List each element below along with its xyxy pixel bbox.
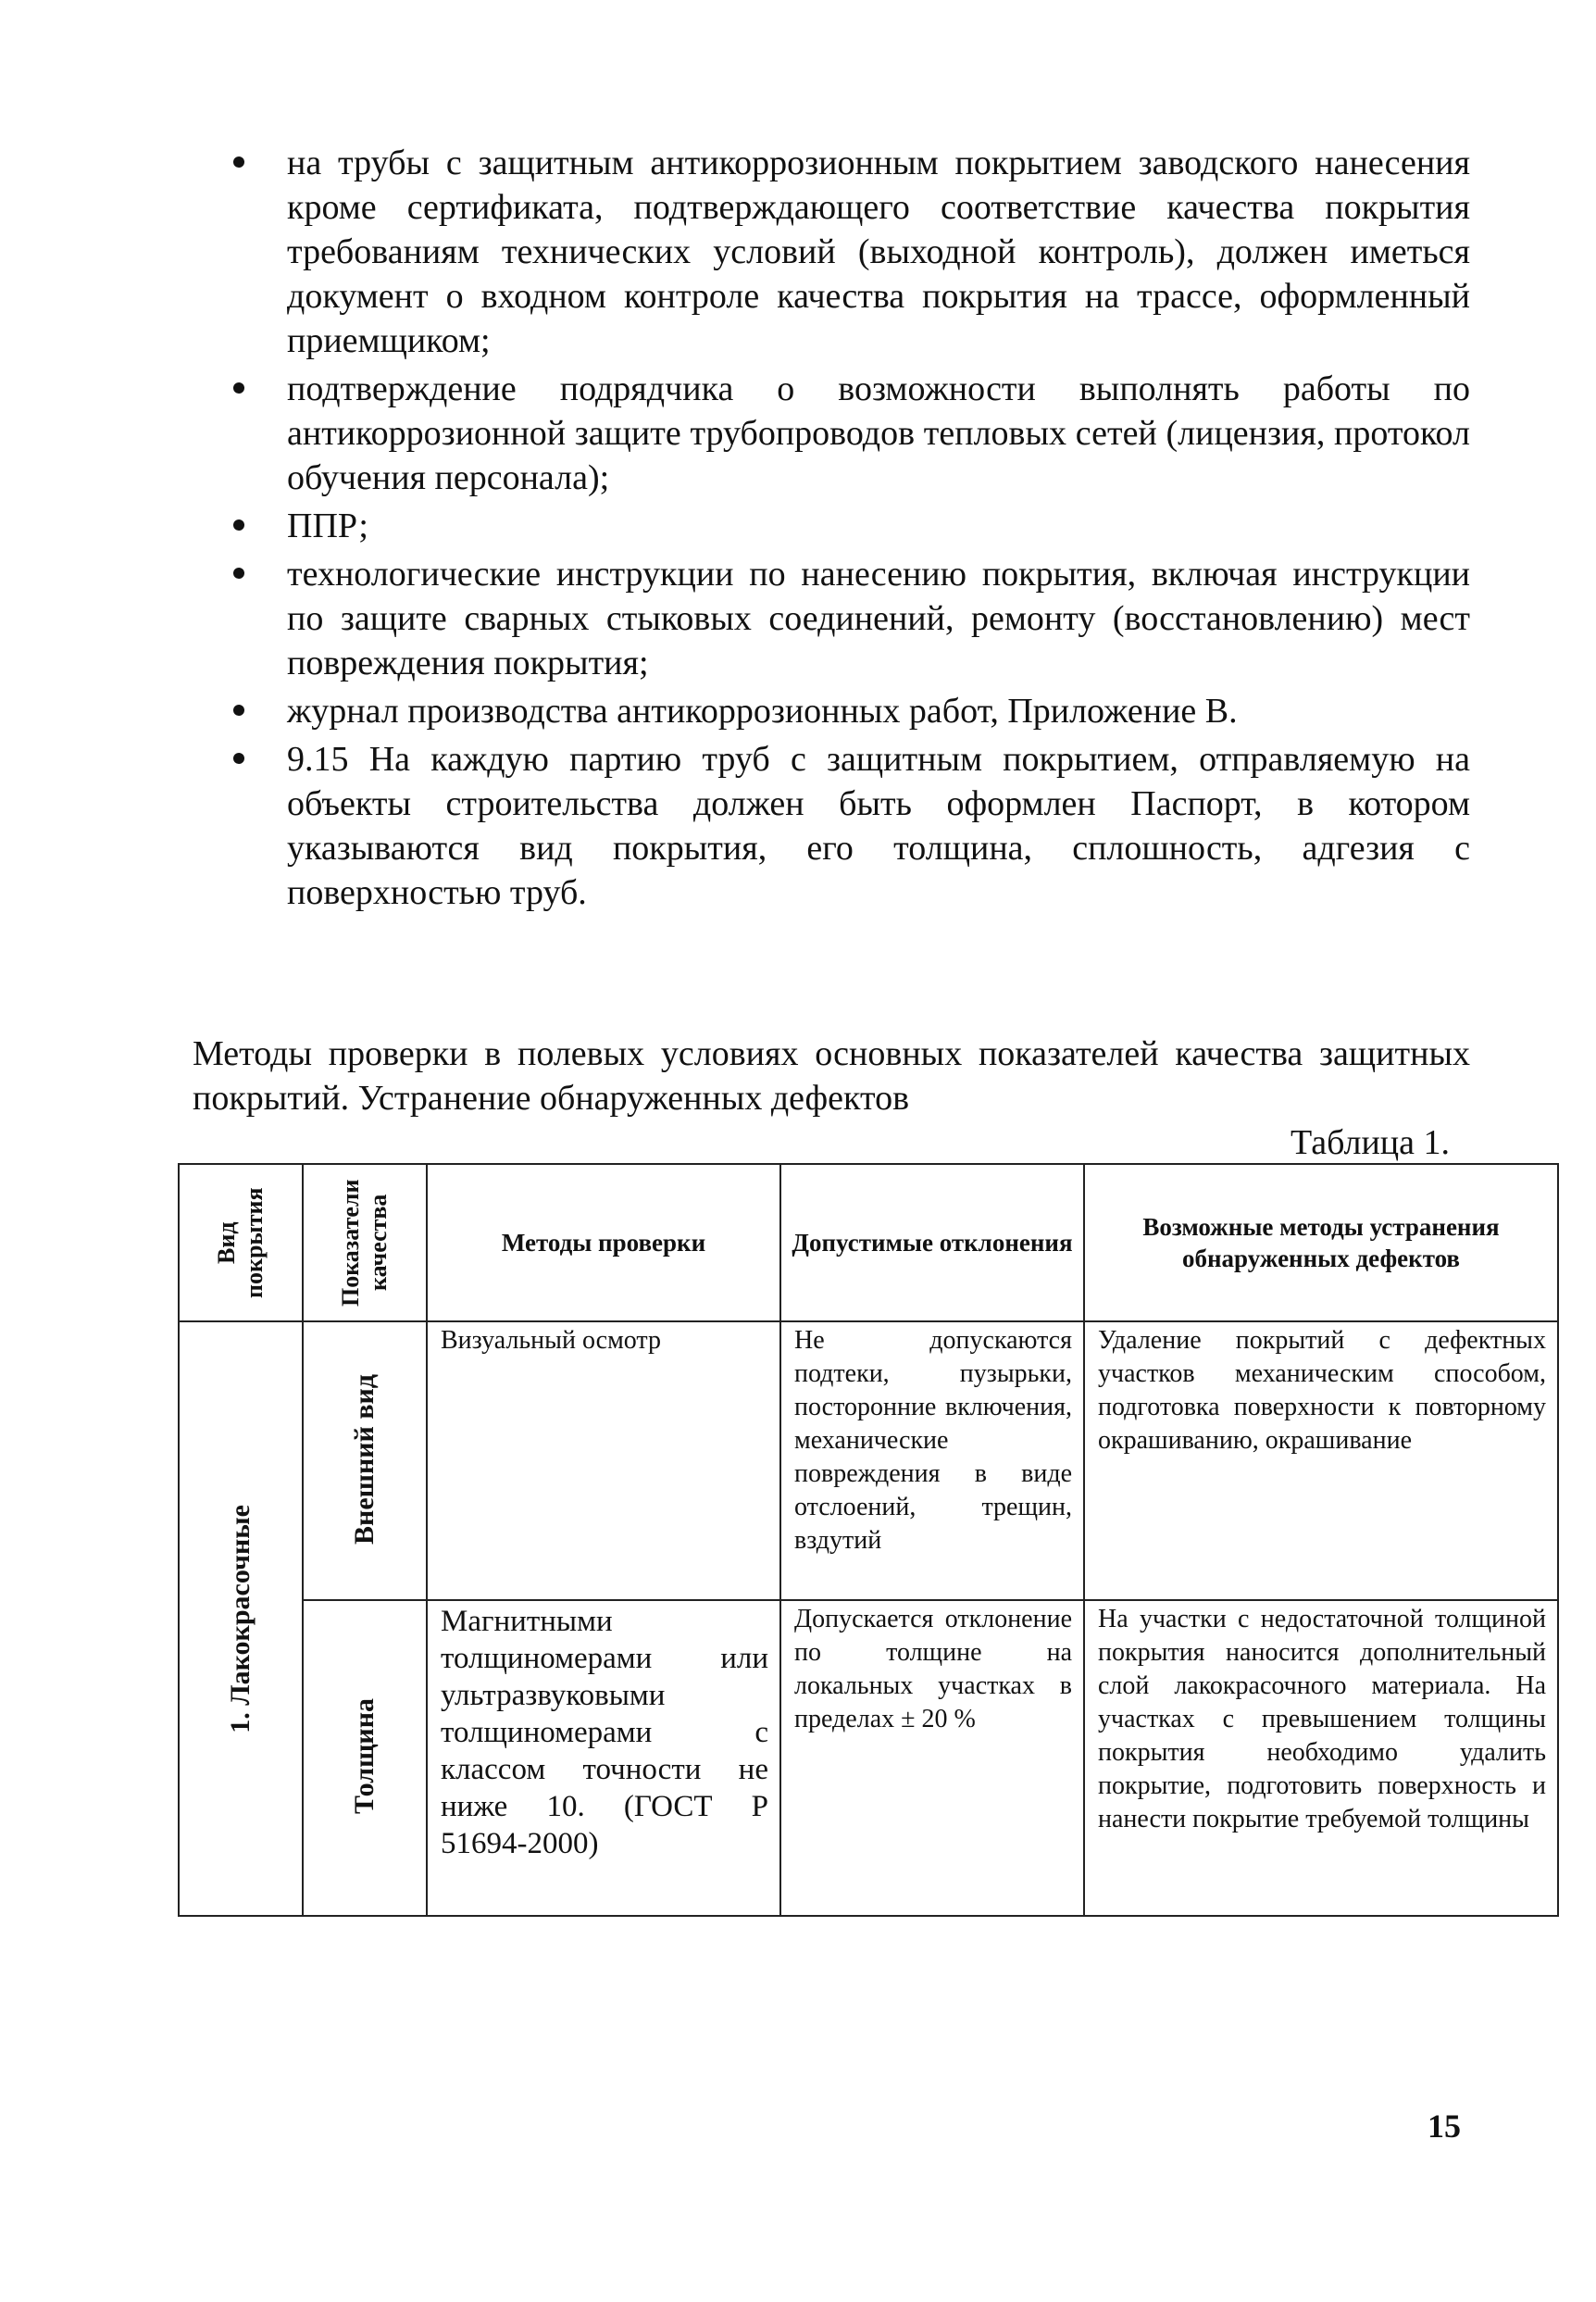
header-deviations: Допустимые отклонения: [780, 1164, 1084, 1321]
remedy-cell: Удаление покрытий с дефектных участков механическим способом, подготовка поверхности к повторному окрашиванию, окрашивание: [1084, 1321, 1558, 1600]
deviation-cell: Допускается отклонение по толщине на локальных участках в пределах ± 20 %: [780, 1600, 1084, 1916]
coating-group-cell: 1. Лакокрасочные: [179, 1321, 303, 1916]
list-item: 9.15 На каждую партию труб с защитным покрытием, отправляемую на объекты строительства должен быть оформлен Паспорт, в котором указываются вид покрытия, его толщина, сплошность, адгезия с поверхностью труб.: [228, 737, 1470, 915]
bullet-icon: [233, 519, 244, 531]
bullet-icon: [233, 705, 244, 716]
requirements-list: [228, 141, 1470, 915]
table-row: [179, 1600, 1558, 1916]
list-item: ППР;: [228, 504, 1470, 548]
remedy-cell: На участки с недостаточной толщиной покрытия наносится дополнительный слой лакокрасочного материала. На участках с превышением толщины покрытия необходимо удалить покрытие, подготовить поверхность и нанести покрытие требуемой толщины: [1084, 1600, 1558, 1916]
list-item: технологические инструкции по нанесению покрытия, включая инструкции по защите сварных стыковых соединений, ремонту (восстановлению) мест повреждения покрытия;: [228, 552, 1470, 685]
header-methods: Методы проверки: [427, 1164, 780, 1321]
table-row: [179, 1321, 1558, 1600]
bullet-icon: [233, 382, 244, 394]
quality-methods-table: [178, 1163, 1559, 1917]
list-item: на трубы с защитным антикоррозионным покрытием заводского нанесения кроме сертификата, подтверждающего соответствие качества покрытия требованиям технических условий (выходной контроль), должен иметься документ о входном контроле качества покрытия на трассе, оформленный приемщиком;: [228, 141, 1470, 363]
deviation-cell: Не допускаются подтеки, пузырьки, посторонние включения, механические повреждения в виде отслоений, трещин, вздутий: [780, 1321, 1084, 1600]
indicator-cell: Толщина: [303, 1600, 427, 1916]
method-cell: Визуальный осмотр: [427, 1321, 780, 1600]
indicator-cell: Внешний вид: [303, 1321, 427, 1600]
page-number: 15: [1428, 2108, 1461, 2145]
bullet-icon: [233, 753, 244, 764]
method-cell: Магнитными толщиномерами или ультразвуковыми толщиномерами с классом точности не ниже 10. (ГОСТ Р 51694-2000): [427, 1600, 780, 1916]
header-indicator: Показатели качества: [303, 1164, 427, 1321]
table-header-row: [179, 1164, 1558, 1321]
list-item: журнал производства антикоррозионных работ, Приложение В.: [228, 689, 1470, 733]
bullet-icon: [233, 568, 244, 579]
header-coating-type: Вид покрытия: [179, 1164, 303, 1321]
bullet-icon: [233, 156, 244, 168]
header-remedies: Возможные методы устранения обнаруженных дефектов: [1084, 1164, 1558, 1321]
table-label: Таблица 1.: [1290, 1123, 1450, 1162]
table-caption: Методы проверки в полевых условиях основных показателей качества защитных покрытий. Устранение обнаруженных дефектов: [193, 1034, 1470, 1118]
list-item: подтверждение подрядчика о возможности выполнять работы по антикоррозионной защите трубопроводов тепловых сетей (лицензия, протокол обучения персонала);: [228, 367, 1470, 500]
